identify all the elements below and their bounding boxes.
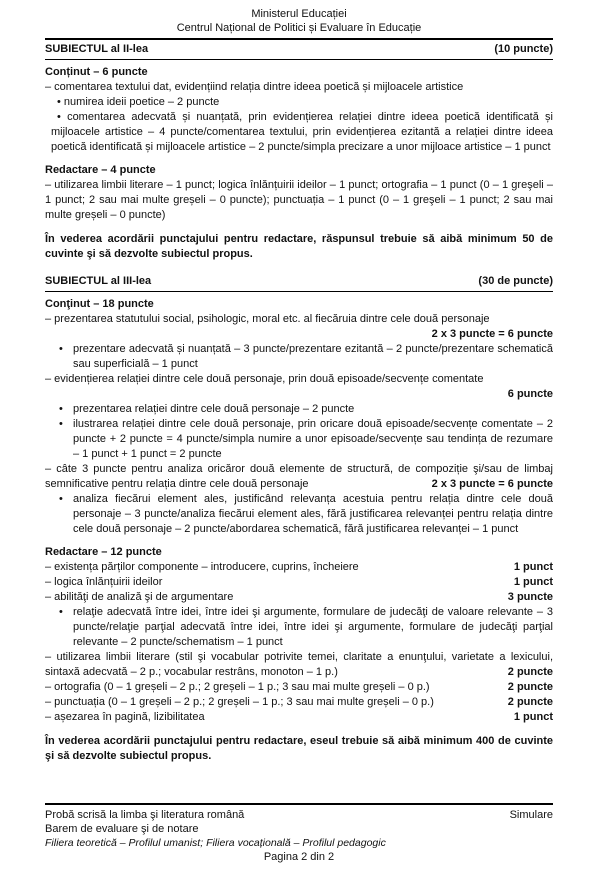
redactare-item-language [45, 650, 553, 680]
redactare-item-analysis-score: 3 puncte [507, 591, 553, 603]
redactare-item-language-text: – utilizarea limbii literare (stil şi vocabular potrivite temei, claritate a enunţului, varietate a lexicului, sintaxă adecvată – 2 p.; vocabular restrâns, monoton – 1 p.) [45, 651, 553, 678]
subject3-content-heading: Conţinut – 18 puncte [45, 298, 154, 310]
footer-row-1 [45, 808, 553, 822]
redactare-item-orthography-text: – ortografia (0 – 1 greșeli – 2 p.; 2 greșeli – 1 p.; 3 sau mai multe greșeli – 0 p.) [45, 681, 430, 693]
subject3-points: (30 de puncte) [478, 275, 553, 287]
footer-mode: Simulare [509, 809, 553, 821]
page-content [45, 8, 553, 764]
redactare-item-orthography [45, 680, 553, 695]
subject3-redactare-heading: Redactare – 12 puncte [45, 546, 162, 558]
footer-doc-type: Barem de evaluare şi de notare [45, 823, 199, 835]
subject2-note: În vederea acordării punctajului pentru redactare, răspunsul trebuie să aibă minimum 50 de cuvinte şi să dezvolte subiectul propus. [45, 233, 553, 260]
redactare-item-analysis-text: – abilităţi de analiză şi de argumentare [45, 591, 234, 603]
subject3-bullet-1: • prezentare adecvată și nuanțată – 3 puncte/prezentare ezitantă – 2 puncte/prezentare schematică sau superficială – 1 punct [45, 342, 553, 372]
ministry-line1: Ministerul Educației [251, 8, 347, 20]
subject3-bullet-3: • ilustrarea relației dintre cele două personaje, prin oricare două episoade/secvențe comentate – 2 puncte + 2 puncte = 4 puncte/simpla numire a unor episoade/secvențe sau tendința de rezumare – 1 punct + 1 punct = 2 puncte [45, 417, 553, 462]
subject2-bullet-2: • comentarea adecvată și nuanțată, prin evidențierea relației dintre ideea poetică identificată și mijloacele artistice – 4 puncte/comentarea textului, prin evidențierea ezitantă a relației dintre ideea poetică identificată și mijloacele artistice – 2 puncte/simpla precizare a unor mijloace artistice – 1 punct [45, 110, 553, 155]
subject2-bullet-1: • numirea ideii poetice – 2 puncte [45, 95, 553, 110]
redactare-item-language-score: 2 puncte [507, 666, 553, 678]
redactare-item-layout [45, 710, 553, 725]
redactare-item-analysis [45, 590, 553, 605]
subject3-item-3-score: 2 x 3 puncte = 6 puncte [431, 478, 553, 490]
ministry-header [45, 8, 553, 35]
redactare-item-parts [45, 560, 553, 575]
redactare-bullet-relation: • relaţie adecvată între idei, între idei şi argumente, formulare de judecăţi de valoare relevante – 3 puncte/relaţie parţial adecvată între idei, între idei şi argumente, formulare de judecăţi parţial relevante – 2 puncte/schematism – 1 punct [45, 605, 553, 650]
subject3-bullet-4: • analiza fiecărui element ales, justificând relevanța acestuia pentru relația dintre cele două personaje – 3 puncte/analiza fiecărui element ales, fără justificarea relevanței pentru relația dintre cele două personaje – 2 puncte/abordarea schematică, fără justificarea relevanței – 1 punct [45, 492, 553, 537]
subject3-item-1: – prezentarea statutului social, psihologic, moral etc. al fiecăruia dintre cele două personaje [45, 313, 490, 325]
subject2-header [45, 40, 553, 60]
redactare-item-layout-score: 1 punct [513, 711, 553, 723]
redactare-item-logic-score: 1 punct [513, 576, 553, 588]
ministry-line2: Centrul Național de Politici și Evaluare în Educație [176, 21, 422, 34]
subject3-item-2: – evidențierea relației dintre cele două personaje, prin două episoade/secvențe comentate [45, 373, 484, 385]
subject3-bullet-2: • prezentarea relației dintre cele două personaje – 2 puncte [45, 402, 553, 417]
redactare-item-logic [45, 575, 553, 590]
subject3-item-1-score: 2 x 3 puncte = 6 puncte [431, 328, 553, 340]
redactare-item-logic-text: – logica înlănțuirii ideilor [45, 576, 163, 588]
subject3-item-3-text: – câte 3 puncte pentru analiza oricăror două elemente de structură, de compoziție şi/sau de limbaj semnificative pentru relația dintre cele două personaje [45, 463, 553, 490]
subject2-points: (10 puncte) [494, 43, 553, 55]
subject2-redactare-text: – utilizarea limbii literare – 1 punct; logica înlănțuirii ideilor – 1 punct; ortografia – 1 punct (0 – 1 greşeli – 1 punct; 2 sau mai multe greșeli – 0 puncte); punctuația – 1 punct (0 – 1 greşeli – 1 punct; 2 sau mai multe greșeli – 0 puncte) [45, 179, 553, 221]
subject2-title: SUBIECTUL al II-lea [45, 43, 149, 55]
footer-page-number: Pagina 2 din 2 [263, 851, 335, 863]
subject2-content-intro: – comentarea textului dat, evidențiind relația dintre ideea poetică și mijloacele artistice [45, 81, 464, 93]
redactare-item-parts-score: 1 punct [513, 561, 553, 573]
redactare-item-punctuation [45, 695, 553, 710]
redactare-item-layout-text: – așezarea în pagină, lizibilitatea [45, 711, 205, 723]
subject3-header [45, 272, 553, 292]
subject2-redactare-heading: Redactare – 4 puncte [45, 164, 156, 176]
footer-exam-name: Probă scrisă la limba şi literatura română [45, 809, 245, 821]
subject2-content-heading: Conținut – 6 puncte [45, 66, 148, 78]
subject3-note: În vederea acordării punctajului pentru redactare, eseul trebuie să aibă minimum 400 de cuvinte şi să dezvolte subiectul propus. [45, 735, 553, 762]
redactare-item-punctuation-text: – punctuația (0 – 1 greșeli – 2 p.; 2 greșeli – 1 p.; 3 sau mai multe greșeli – 0 p.) [45, 696, 434, 708]
footer-track: Filiera teoretică – Profilul umanist; Filiera vocațională – Profilul pedagogic [45, 837, 386, 849]
subject3-title: SUBIECTUL al III-lea [45, 275, 152, 287]
redactare-item-orthography-score: 2 puncte [507, 681, 553, 693]
redactare-item-punctuation-score: 2 puncte [507, 696, 553, 708]
subject3-item-3 [45, 462, 553, 492]
page-footer [45, 803, 553, 864]
subject3-item-2-score: 6 puncte [507, 388, 553, 400]
redactare-item-parts-text: – existența părților componente – introducere, cuprins, încheiere [45, 561, 359, 573]
